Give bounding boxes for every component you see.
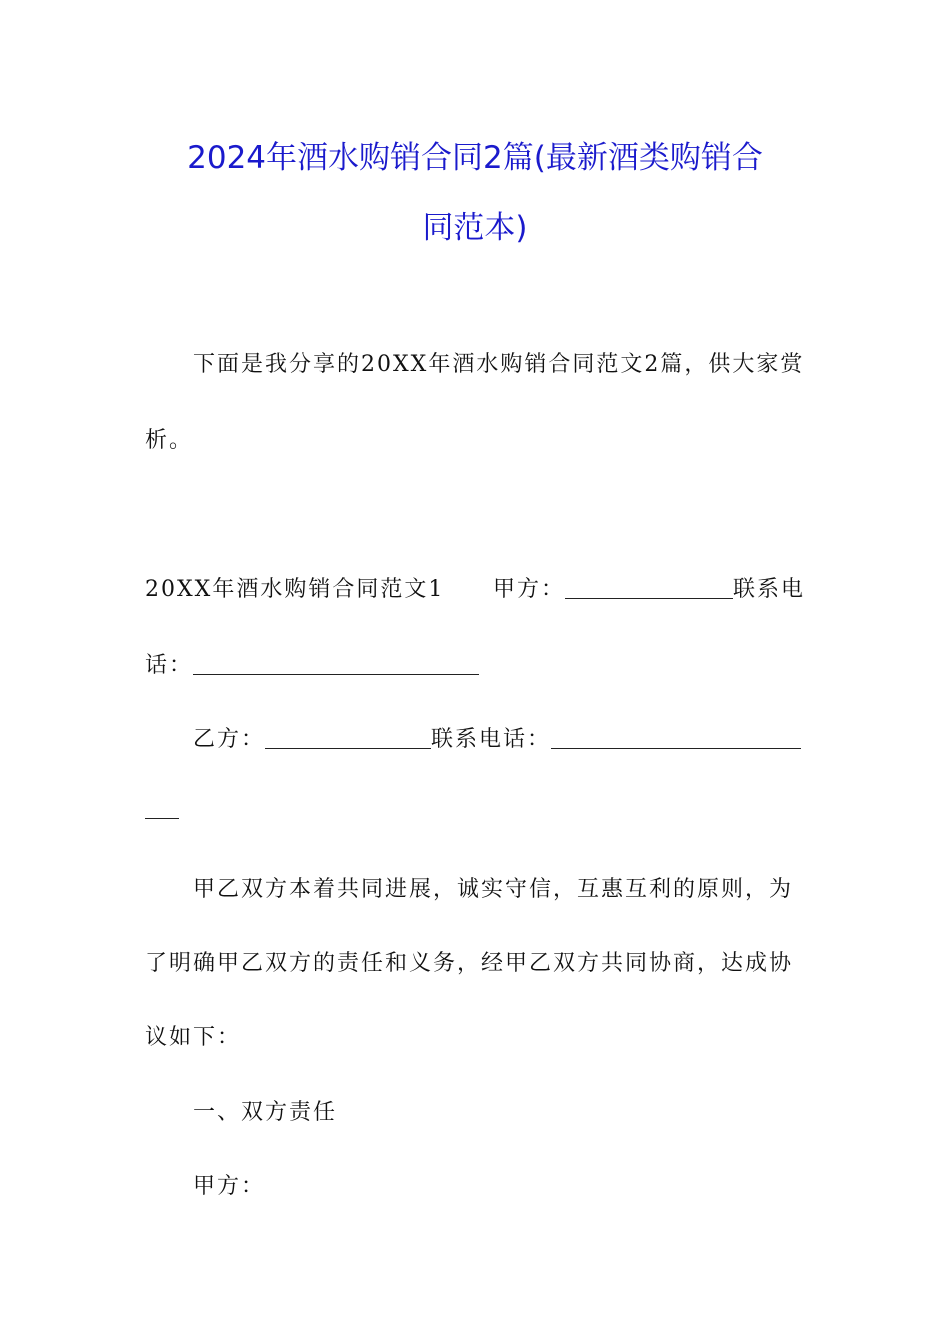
party-b-blank (265, 726, 431, 749)
party-b-phone-blank-cont (145, 796, 179, 819)
principle-paragraph-line-3: 议如下： (145, 1025, 242, 1050)
intro-paragraph-line-1: 下面是我分享的20XX年酒水购销合同范文2篇，供大家赏 (193, 352, 805, 377)
party-a-label: 甲方： (493, 577, 566, 602)
party-a-phone-blank (193, 652, 479, 675)
party-b-phone-blank (551, 726, 801, 749)
party-b-label: 乙方： (193, 727, 266, 752)
party-b-line (193, 722, 801, 753)
party-a-line (493, 572, 805, 603)
contract-header-line (145, 572, 444, 603)
section-1-party-a: 甲方： (193, 1174, 266, 1199)
party-a-phone-line (145, 648, 479, 679)
principle-paragraph-line-2: 了明确甲乙双方的责任和义务，经甲乙双方共同协商，达成协 (145, 951, 794, 976)
party-a-blank (565, 576, 733, 599)
party-b-phone-label: 联系电话： (431, 727, 552, 752)
principle-paragraph-line-1: 甲乙双方本着共同进展，诚实守信，互惠互利的原则，为 (193, 877, 794, 902)
party-a-phone-label: 联系电 (733, 577, 806, 602)
party-a-phone-label-cont: 话： (145, 653, 194, 678)
intro-paragraph-line-2: 析。 (145, 428, 194, 453)
document-title-line-2: 同范本) (422, 210, 528, 246)
section-1-heading: 一、双方责任 (193, 1100, 338, 1125)
document-title-line-1: 2024年酒水购销合同2篇(最新酒类购销合 (187, 140, 763, 176)
contract-heading: 20XX年酒水购销合同范文1 (145, 577, 445, 602)
